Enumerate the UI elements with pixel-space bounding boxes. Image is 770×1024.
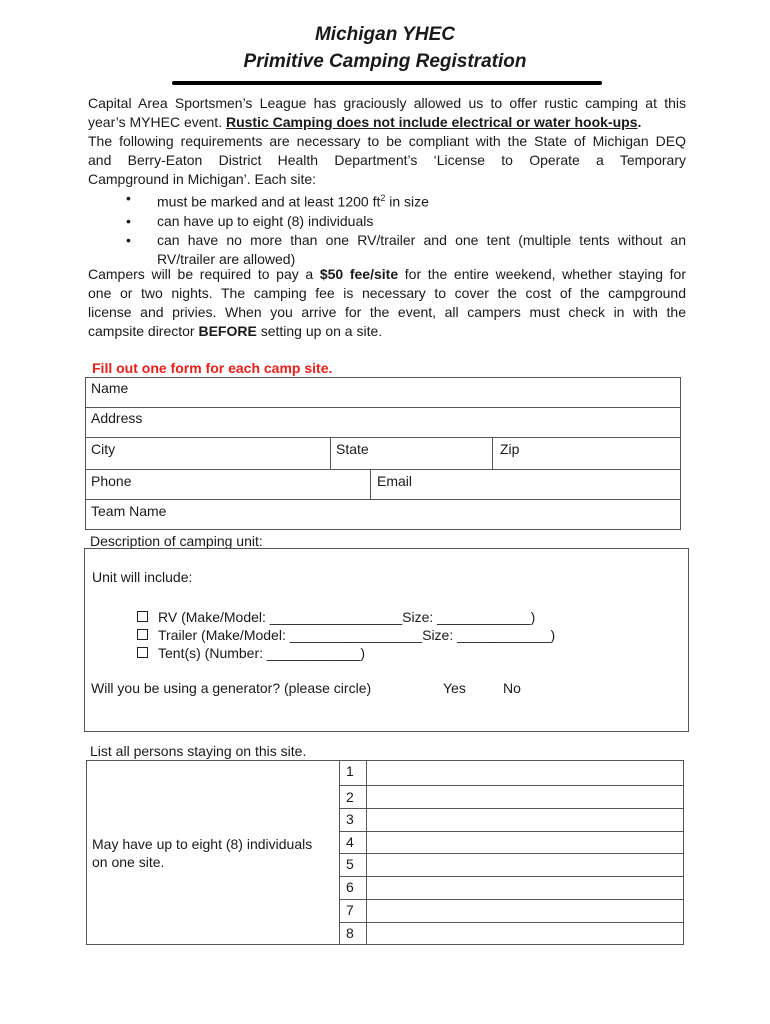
- person-name-field[interactable]: [367, 900, 683, 922]
- email-field[interactable]: Email: [377, 473, 413, 489]
- name-field[interactable]: Name: [91, 380, 129, 396]
- person-name-field[interactable]: [367, 854, 683, 876]
- persons-label: List all persons staying on this site.: [90, 743, 307, 759]
- trailer-checkbox[interactable]: [137, 629, 148, 640]
- rustic-notice: Rustic Camping does not include electrical or water hook-ups: [225, 114, 638, 130]
- requirement-rv-tent: • can have no more than one RV/trailer and one tent (multiple tents without an: [126, 231, 686, 248]
- intro-paragraph: [88, 94, 686, 189]
- title-divider: [172, 81, 602, 85]
- address-field[interactable]: Address: [91, 410, 143, 426]
- rv-checkbox[interactable]: [137, 611, 148, 622]
- fee-amount: $50 fee/site: [319, 266, 399, 282]
- trailer-option[interactable]: Trailer (Make/Model: _________________Size: ____________): [137, 626, 555, 644]
- person-row-number: 8: [346, 925, 354, 941]
- form-instruction: Fill out one form for each camp site.: [92, 360, 333, 376]
- persons-note-line-2: on one site.: [92, 854, 165, 870]
- page-subtitle: Primitive Camping Registration: [243, 51, 527, 72]
- tent-option[interactable]: Tent(s) (Number: ____________): [137, 644, 365, 662]
- person-name-field[interactable]: [367, 832, 683, 853]
- generator-yes[interactable]: Yes: [443, 680, 466, 696]
- requirement-individuals: • can have up to eight (8) individuals: [126, 212, 374, 229]
- intro-line-1: Capital Area Sportsmen’s League has graciously allowed us to offer rustic camping at this: [88, 95, 686, 111]
- person-row-number: 2: [346, 789, 354, 805]
- requirement-size: • must be marked and at least 1200 $ft^2$ in size: [126, 190, 429, 210]
- person-name-field[interactable]: [367, 761, 683, 785]
- persons-note-line-1: May have up to eight (8) individuals: [92, 836, 313, 852]
- person-row-number: 3: [346, 811, 354, 827]
- person-row-number: 4: [346, 834, 354, 850]
- person-name-field[interactable]: [367, 786, 683, 808]
- zip-field[interactable]: Zip: [500, 441, 520, 457]
- generator-question: Will you be using a generator? (please circle): [91, 680, 372, 696]
- rv-option[interactable]: RV (Make/Model: _________________Size: ____________): [137, 608, 535, 626]
- tent-checkbox[interactable]: [137, 647, 148, 658]
- person-name-field[interactable]: [367, 809, 683, 831]
- phone-field[interactable]: Phone: [91, 473, 132, 489]
- person-row-number: 5: [346, 856, 354, 872]
- contact-form: [85, 377, 681, 530]
- fee-paragraph: Campers will be required to pay a $50 fee/site for the entire weekend, whether staying for one or two nights. The camping fee is necessary to cover the cost of the campground license and privies. When you arrive for the event, all campers must check in with the campsite director BEFORE setting up on a site.: [88, 266, 687, 339]
- person-row-number: 7: [346, 902, 354, 918]
- team-name-field[interactable]: Team Name: [91, 503, 167, 519]
- generator-no[interactable]: No: [503, 680, 521, 696]
- intro-line-5: Campground in Michigan’. Each site:: [88, 171, 317, 187]
- unit-include-label: Unit will include:: [92, 569, 193, 585]
- intro-line-2: year’s MYHEC event. Rustic Camping does not include electrical or water hook-ups.: [88, 114, 642, 130]
- person-name-field[interactable]: [367, 923, 683, 944]
- intro-line-4: and Berry-Eaton District Health Department’s ‘License to Operate a Temporary: [88, 152, 686, 168]
- state-field[interactable]: State: [336, 441, 369, 457]
- page-title: Michigan YHEC: [314, 24, 456, 45]
- person-row-number: 1: [346, 763, 354, 779]
- person-row-number: 6: [346, 879, 354, 895]
- requirements-list: • must be marked and at least 1200 $ft^2$ in size • can have up to eight (8) individuals • can have no more than one RV/trailer and one tent (multiple tents without an RV/trailer are allowed): [126, 190, 686, 267]
- intro-line-3: The following requirements are necessary to be compliant with the State of Michigan DEQ: [88, 133, 686, 149]
- unit-description-label: Description of camping unit:: [90, 533, 263, 549]
- person-name-field[interactable]: [367, 877, 683, 899]
- city-field[interactable]: City: [91, 441, 116, 457]
